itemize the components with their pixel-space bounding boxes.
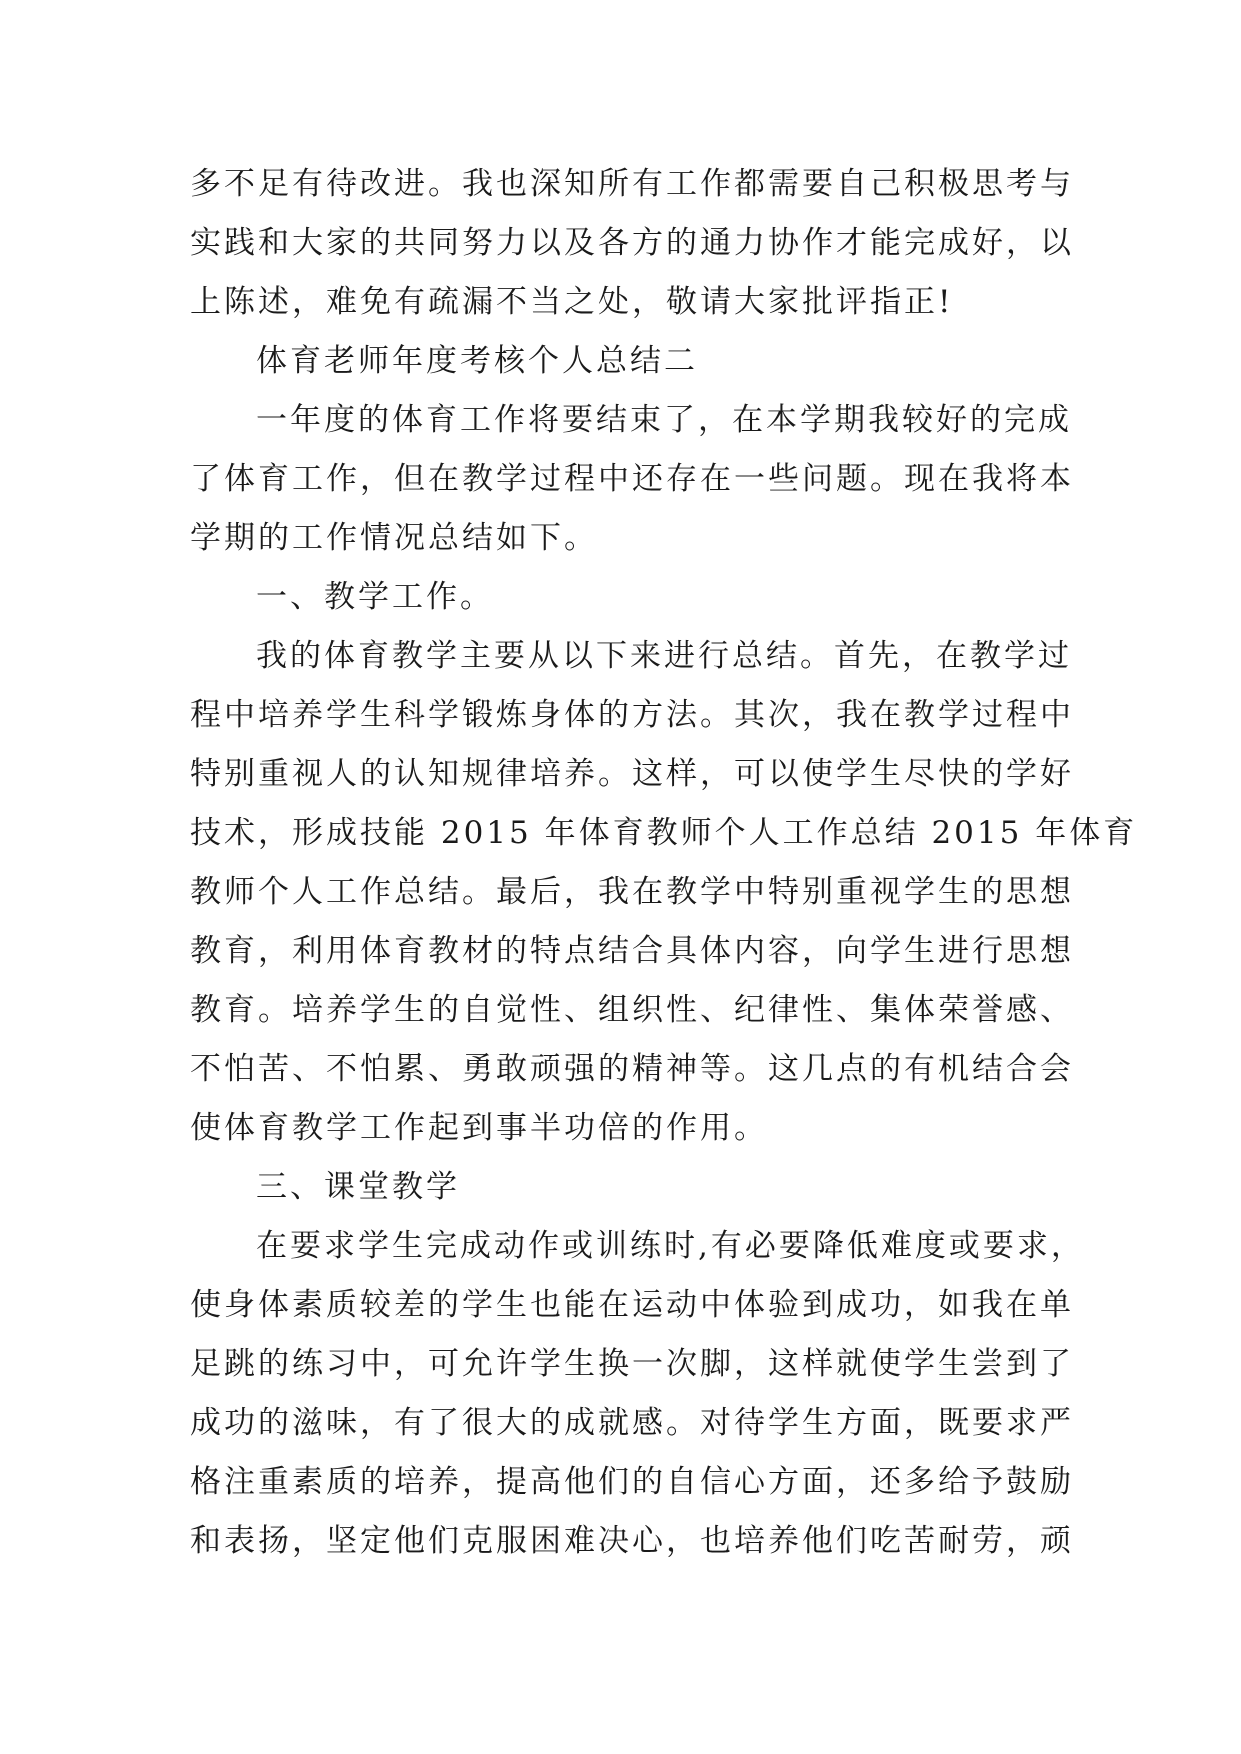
text-line: 成功的滋味，有了很大的成就感。对待学生方面，既要求严 xyxy=(190,1405,1074,1441)
text-line: 教师个人工作总结。最后，我在教学中特别重视学生的思想 xyxy=(190,874,1074,910)
text-line: 使体育教学工作起到事半功倍的作用。 xyxy=(190,1110,768,1146)
section-heading: 体育老师年度考核个人总结二 xyxy=(256,343,698,379)
section-heading: 一、教学工作。 xyxy=(256,579,494,615)
text-line: 学期的工作情况总结如下。 xyxy=(190,520,598,556)
text-line: 特别重视人的认知规律培养。这样，可以使学生尽快的学好 xyxy=(190,756,1074,792)
text-line: 教育，利用体育教材的特点结合具体内容，向学生进行思想 xyxy=(190,933,1074,969)
text-line: 上陈述，难免有疏漏不当之处，敬请大家批评指正! xyxy=(190,284,954,320)
text-line: 使身体素质较差的学生也能在运动中体验到成功，如我在单 xyxy=(190,1287,1074,1323)
text-line: 多不足有待改进。我也深知所有工作都需要自己积极思考与 xyxy=(190,166,1074,202)
text-line: 格注重素质的培养，提高他们的自信心方面，还多给予鼓励 xyxy=(190,1464,1074,1500)
text-line: 和表扬，坚定他们克服困难决心，也培养他们吃苦耐劳，顽 xyxy=(190,1523,1074,1559)
text-line: 了体育工作，但在教学过程中还存在一些问题。现在我将本 xyxy=(190,461,1074,497)
text-line: 实践和大家的共同努力以及各方的通力协作才能完成好，以 xyxy=(190,225,1074,261)
text-line: 教育。培养学生的自觉性、组织性、纪律性、集体荣誉感、 xyxy=(190,992,1074,1028)
text-line: 不怕苦、不怕累、勇敢顽强的精神等。这几点的有机结合会 xyxy=(190,1051,1074,1087)
text-line: 程中培养学生科学锻炼身体的方法。其次，我在教学过程中 xyxy=(190,697,1074,733)
text-line: 一年度的体育工作将要结束了，在本学期我较好的完成 xyxy=(256,402,1072,438)
section-heading: 三、课堂教学 xyxy=(256,1169,460,1205)
text-line: 技术，形成技能 2015 年体育教师个人工作总结 2015 年体育 xyxy=(190,815,1138,851)
text-line: 在要求学生完成动作或训练时,有必要降低难度或要求， xyxy=(256,1228,1085,1264)
text-line: 足跳的练习中，可允许学生换一次脚，这样就使学生尝到了 xyxy=(190,1346,1074,1382)
text-line: 我的体育教学主要从以下来进行总结。首先，在教学过 xyxy=(256,638,1072,674)
